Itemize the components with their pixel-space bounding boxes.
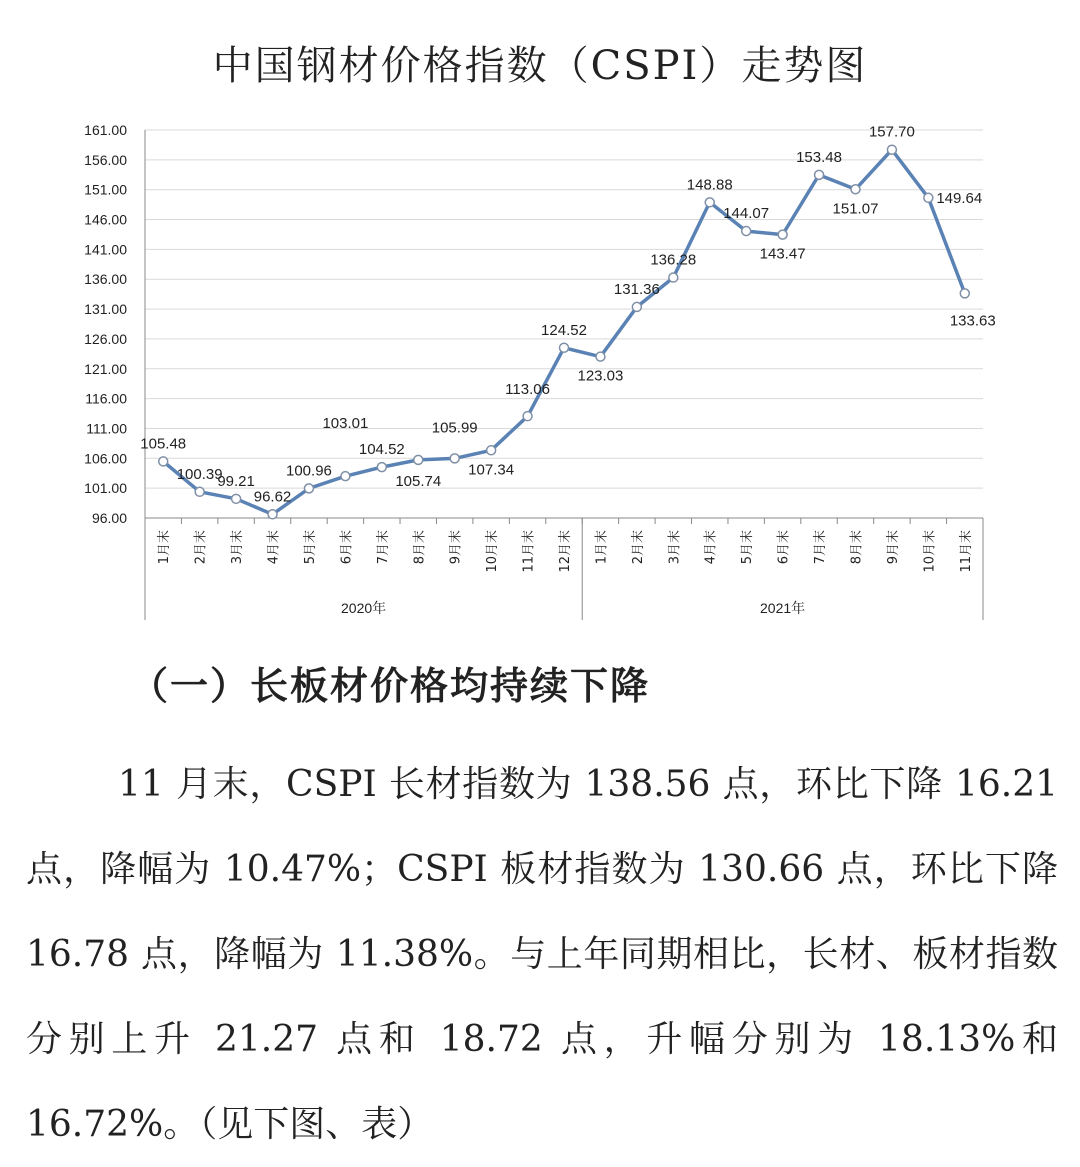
data-label: 113.06: [505, 381, 550, 399]
data-point: [669, 273, 678, 282]
data-point: [341, 472, 350, 481]
data-label: 151.07: [832, 200, 879, 218]
grid-lines: [145, 130, 983, 488]
y-tick-label: 136.00: [84, 271, 127, 288]
data-label: 131.36: [613, 280, 660, 298]
data-label: 124.52: [541, 321, 587, 339]
y-tick-label: 126.00: [84, 330, 127, 347]
data-point: [195, 487, 204, 496]
y-tick-label: 156.00: [84, 151, 127, 168]
year-group-label: 2020年: [341, 600, 387, 616]
year-group-label: 2021年: [760, 600, 806, 616]
data-label: 99.21: [217, 472, 255, 490]
data-label: 104.52: [358, 441, 405, 459]
data-point: [159, 457, 168, 466]
page-title: 中国钢材价格指数（CSPI）走势图: [212, 43, 868, 89]
x-tick-label: 10月末: [922, 530, 938, 573]
data-label: 149.64: [936, 189, 983, 207]
data-point: [377, 463, 386, 472]
data-label: 96.62: [253, 488, 292, 506]
data-label: 105.48: [140, 435, 187, 453]
data-point: [815, 170, 824, 179]
data-point: [523, 412, 532, 421]
x-tick-label: 2月末: [193, 530, 209, 565]
data-label: 133.63: [949, 312, 996, 330]
x-tick-label: 9月末: [448, 530, 464, 565]
body-paragraph: [26, 742, 1058, 1167]
x-tick-label: 1月末: [157, 530, 173, 565]
data-label: 105.99: [431, 419, 478, 437]
x-tick-label: 7月末: [375, 530, 391, 565]
data-point: [414, 455, 423, 464]
cspi-line-chart: [0, 110, 1080, 630]
data-label: 107.34: [468, 461, 515, 479]
x-tick-label: 8月末: [412, 530, 428, 565]
x-tick-label: 6月末: [339, 530, 355, 565]
y-tick-label: 116.00: [85, 390, 127, 407]
data-label: 153.48: [796, 148, 842, 166]
x-tick-label: 3月末: [667, 530, 683, 565]
x-tick-label: 6月末: [776, 530, 792, 565]
y-tick-label: 121.00: [84, 360, 127, 377]
section-heading: （一）长板材价格均持续下降: [130, 664, 651, 708]
data-label: 136.28: [650, 251, 697, 269]
x-tick-label: 1月末: [594, 530, 610, 565]
x-tick-label: 5月末: [740, 530, 756, 565]
data-point: [268, 510, 277, 519]
y-tick-label: 106.00: [84, 450, 127, 467]
x-tick-label: 11月末: [521, 530, 537, 573]
year-groups: [341, 600, 805, 616]
x-tick-label: 2月末: [630, 530, 646, 565]
y-tick-label: 146.00: [84, 211, 127, 228]
data-label: 144.07: [723, 205, 770, 223]
y-tick-label: 151.00: [84, 181, 127, 198]
data-point: [487, 446, 496, 455]
x-tick-label: 8月末: [849, 530, 865, 565]
data-point: [924, 193, 933, 202]
data-label: 148.88: [686, 176, 733, 194]
data-point: [705, 198, 714, 207]
paragraph-text: 11 月末，CSPI 长材指数为 138.56 点，环比下降 16.21 点，降幅为 10.47%；CSPI 板材指数为 130.66 点，环比下降 16.78 点，降幅为 11.38%。与上年同期相比，长材、板材指数分别上升 21.27 点和 18.72 点，升幅分别为 18.13%和 16.72%。（见下图、表）: [26, 764, 1058, 1145]
x-axis-ticks: [156, 530, 974, 573]
data-point: [632, 302, 641, 311]
x-tick-label: 12月末: [558, 530, 573, 573]
x-tick-label: 10月末: [485, 530, 501, 573]
x-tick-label: 3月末: [230, 530, 246, 565]
data-label: 105.74: [395, 472, 442, 490]
data-point: [450, 454, 459, 463]
y-axis-ticks: [84, 122, 127, 526]
x-tick-label: 7月末: [813, 530, 829, 565]
x-tick-label: 11月末: [958, 530, 974, 573]
x-tick-label: 5月末: [302, 530, 318, 565]
y-tick-label: 131.00: [84, 301, 127, 318]
y-tick-label: 141.00: [84, 241, 127, 258]
y-tick-label: 111.00: [86, 420, 127, 437]
data-point: [560, 343, 569, 352]
data-point: [851, 185, 860, 194]
y-tick-label: 101.00: [84, 480, 127, 497]
data-point: [960, 289, 969, 298]
data-label: 157.70: [868, 123, 915, 141]
data-point: [232, 494, 241, 503]
data-label: 100.39: [176, 465, 223, 483]
data-point: [778, 230, 787, 239]
data-label: 103.01: [322, 415, 369, 433]
data-point: [304, 484, 313, 493]
y-tick-label: 96.00: [91, 510, 127, 526]
x-tick-label: 9月末: [885, 530, 901, 565]
y-tick-label: 161.00: [84, 122, 127, 138]
data-label: 143.47: [759, 245, 806, 263]
data-labels: [140, 124, 995, 506]
data-label: 123.03: [577, 367, 624, 385]
x-tick-label: 4月末: [703, 530, 719, 565]
data-point: [596, 352, 605, 361]
data-point: [887, 145, 896, 154]
data-label: 100.96: [286, 462, 332, 480]
x-tick-label: 4月末: [266, 530, 282, 565]
data-point: [742, 227, 751, 236]
